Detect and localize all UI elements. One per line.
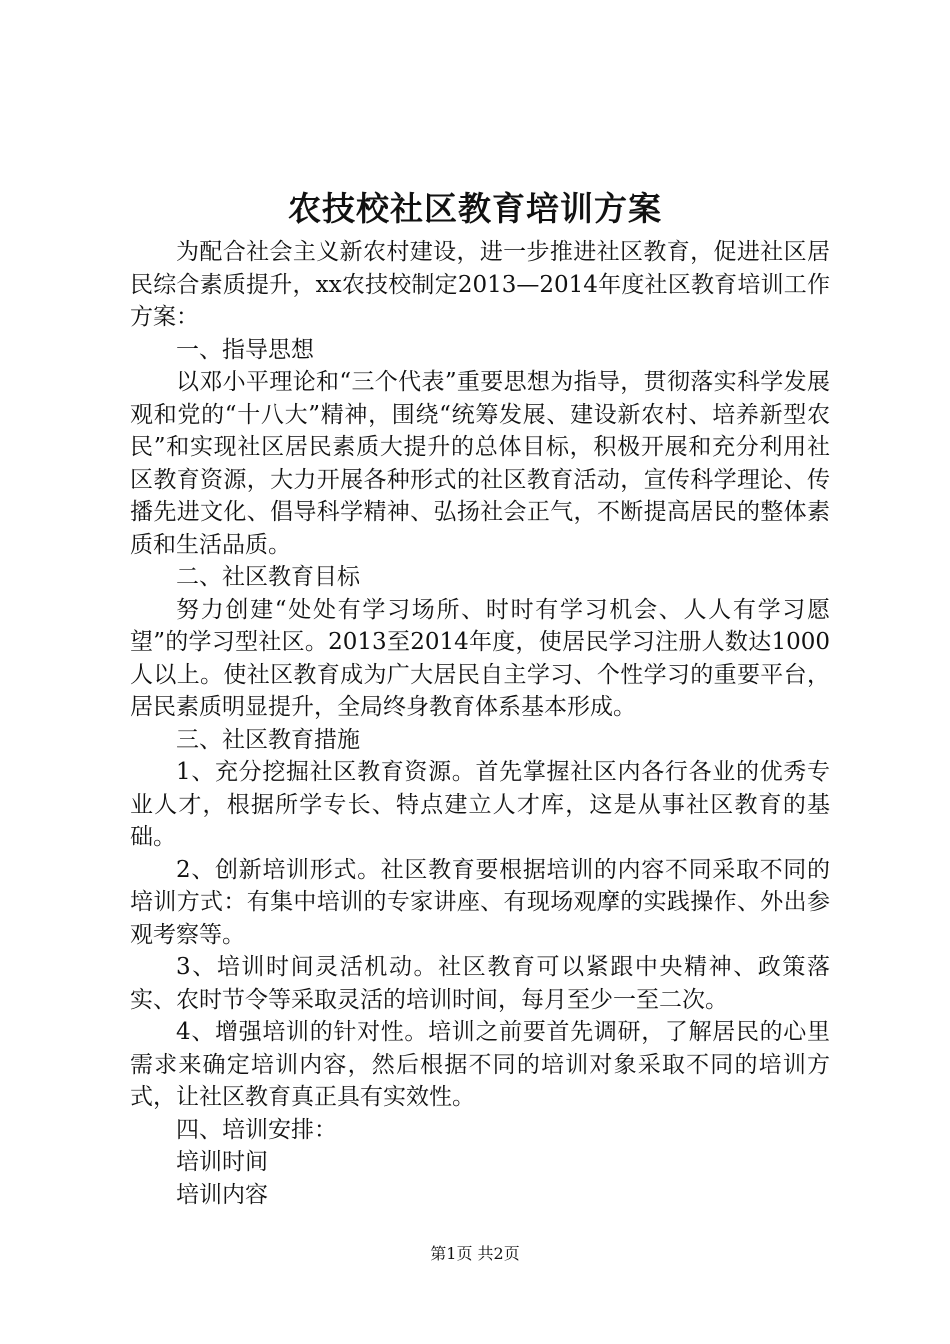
guiding-ideology-paragraph: 以邓小平理论和“三个代表”重要思想为指导，贯彻落实科学发展观和党的“十八大”精神，围绕“统筹发展、建设新农村、培养新型农民”和实现社区居民素质大提升的总体目标，积极开展和充分利用社区教育资源，大力开展各种形式的社区教育活动，宣传科学理论、传播先进文化、倡导科学精神、弘扬社会正气，不断提高居民的整体素质和生活品质。 bbox=[130, 369, 830, 558]
training-content-label: 培训内容 bbox=[176, 1181, 268, 1208]
measure-item-2: 2、创新培训形式。社区教育要根据培训的内容不同采取不同的培训方式：有集中培训的专家讲座、有现场观摩的实践操作、外出参观考察等。 bbox=[130, 856, 830, 948]
page-footer: 第1页 共2页 bbox=[430, 1244, 520, 1263]
document-title: 农技校社区教育培训方案 bbox=[288, 189, 662, 228]
section-heading-education-goals: 二、社区教育目标 bbox=[176, 564, 360, 590]
section-heading-guiding-ideology: 一、指导思想 bbox=[176, 336, 314, 363]
section-heading-education-measures: 三、社区教育措施 bbox=[176, 726, 360, 753]
measure-item-4: 4、增强培训的针对性。培训之前要首先调研，了解居民的心里需求来确定培训内容，然后根据不同的培训对象采取不同的培训方式，让社区教育真正具有实效性。 bbox=[130, 1019, 830, 1110]
measure-item-3: 3、培训时间灵活机动。社区教育可以紧跟中央精神、政策落实、农时节令等采取灵活的培训时间，每月至少一至二次。 bbox=[130, 954, 830, 1013]
document-body bbox=[130, 236, 830, 1211]
intro-paragraph: 为配合社会主义新农村建设，进一步推进社区教育，促进社区居民综合素质提升，xx农技校制定2013—2014年度社区教育培训工作方案： bbox=[130, 239, 830, 330]
measure-item-1: 1、充分挖掘社区教育资源。首先掌握社区内各行各业的优秀专业人才，根据所学专长、特点建立人才库，这是从事社区教育的基础。 bbox=[130, 759, 830, 850]
section-heading-training-schedule: 四、培训安排： bbox=[176, 1116, 337, 1143]
training-time-label: 培训时间 bbox=[176, 1149, 268, 1175]
education-goals-paragraph: 努力创建“处处有学习场所、时时有学习机会、人人有学习愿望”的学习型社区。2013至2014年度，使居民学习注册人数达1000人以上。使社区教育成为广大居民自主学习、个性学习的重要平台，居民素质明显提升，全局终身教育体系基本形成。 bbox=[130, 596, 830, 720]
